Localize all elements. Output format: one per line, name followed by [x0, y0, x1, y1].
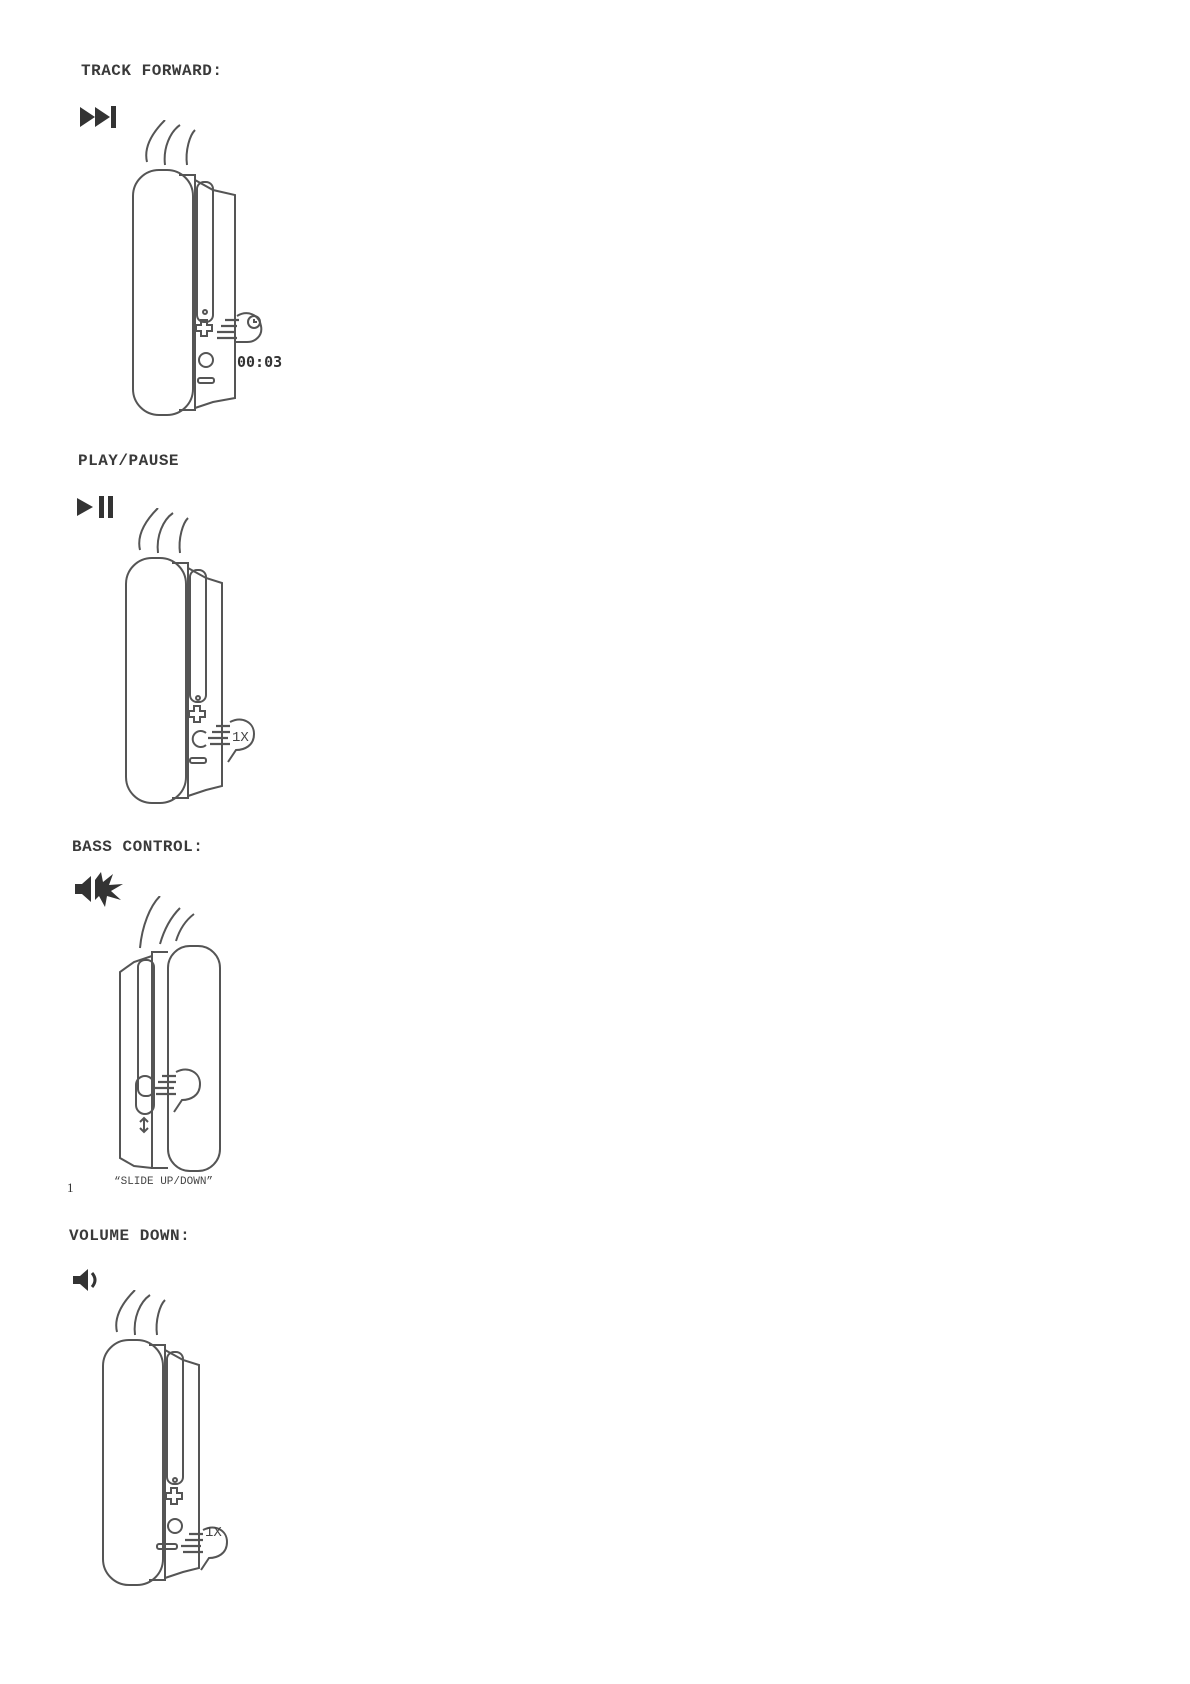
section-title-bass-control: BASS CONTROL: [72, 838, 204, 856]
section-title-volume-down: VOLUME DOWN: [69, 1227, 191, 1245]
headphone-illustration-volume-down [95, 1290, 245, 1590]
section-title-play-pause: PLAY/PAUSE [78, 452, 180, 470]
next-track-icon [80, 104, 120, 135]
slide-instruction-caption: “SLIDE UP/DOWN” [114, 1176, 214, 1188]
play-pause-icon [77, 494, 117, 525]
press-duration-label: 00:03 [237, 353, 283, 371]
headphone-illustration-play-pause [118, 508, 268, 808]
section-title-track-forward: TRACK FORWARD: [81, 62, 223, 80]
headphone-illustration-bass-control [110, 896, 240, 1176]
headphone-illustration-track-forward [125, 120, 295, 420]
press-count-label: 1X [232, 730, 249, 746]
press-count-label: 1X [205, 1525, 222, 1541]
page-number: 1 [67, 1180, 74, 1195]
